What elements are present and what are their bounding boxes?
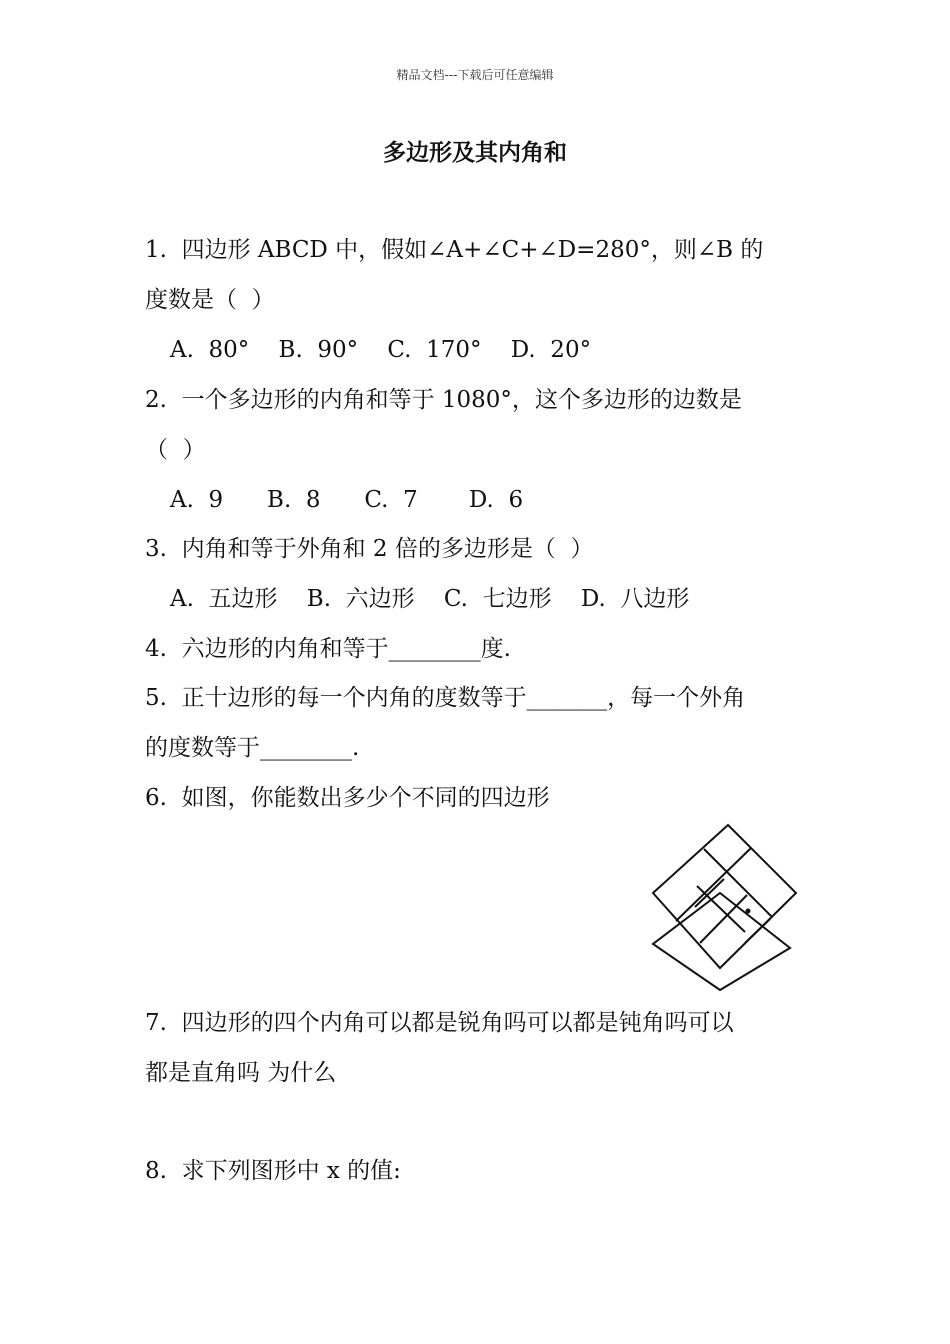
question-2-text-cont: （ ）	[145, 437, 206, 463]
question-5-text: 5. 正十边形的每一个内角的度数等于_______，每一个外角	[145, 685, 746, 711]
question-4-text: 4. 六边形的内角和等于________度.	[145, 636, 511, 662]
question-2-text: 2. 一个多边形的内角和等于 1080°，这个多边形的边数是	[145, 387, 742, 413]
question-7-text-cont: 都是直角吗 为什么	[145, 1060, 337, 1086]
quadrilateral-grid-figure	[650, 822, 800, 994]
question-3-text: 3. 内角和等于外角和 2 倍的多边形是（ ）	[145, 536, 594, 562]
question-2-options: A. 9 B. 8 C. 7 D. 6	[170, 487, 524, 513]
question-5-text-cont: 的度数等于________.	[145, 735, 360, 761]
question-7-text: 7. 四边形的四个内角可以都是锐角吗可以都是钝角吗可以	[145, 1010, 734, 1036]
question-1-text: 1. 四边形 ABCD 中，假如∠A+∠C+∠D=280°，则∠B 的	[145, 237, 764, 263]
page-title: 多边形及其内角和	[383, 140, 567, 166]
question-3-options: A. 五边形 B. 六边形 C. 七边形 D. 八边形	[170, 586, 690, 612]
question-1-options: A. 80° B. 90° C. 170° D. 20°	[170, 337, 592, 363]
question-8-text: 8. 求下列图形中 x 的值:	[145, 1158, 401, 1184]
dot-marker	[746, 909, 751, 914]
lower-square	[653, 893, 790, 990]
question-1-text-cont: 度数是（ ）	[145, 287, 275, 313]
page-header: 精品文档---下载后可任意编辑	[396, 68, 554, 82]
question-6-text: 6. 如图，你能数出多少个不同的四边形	[145, 785, 550, 811]
